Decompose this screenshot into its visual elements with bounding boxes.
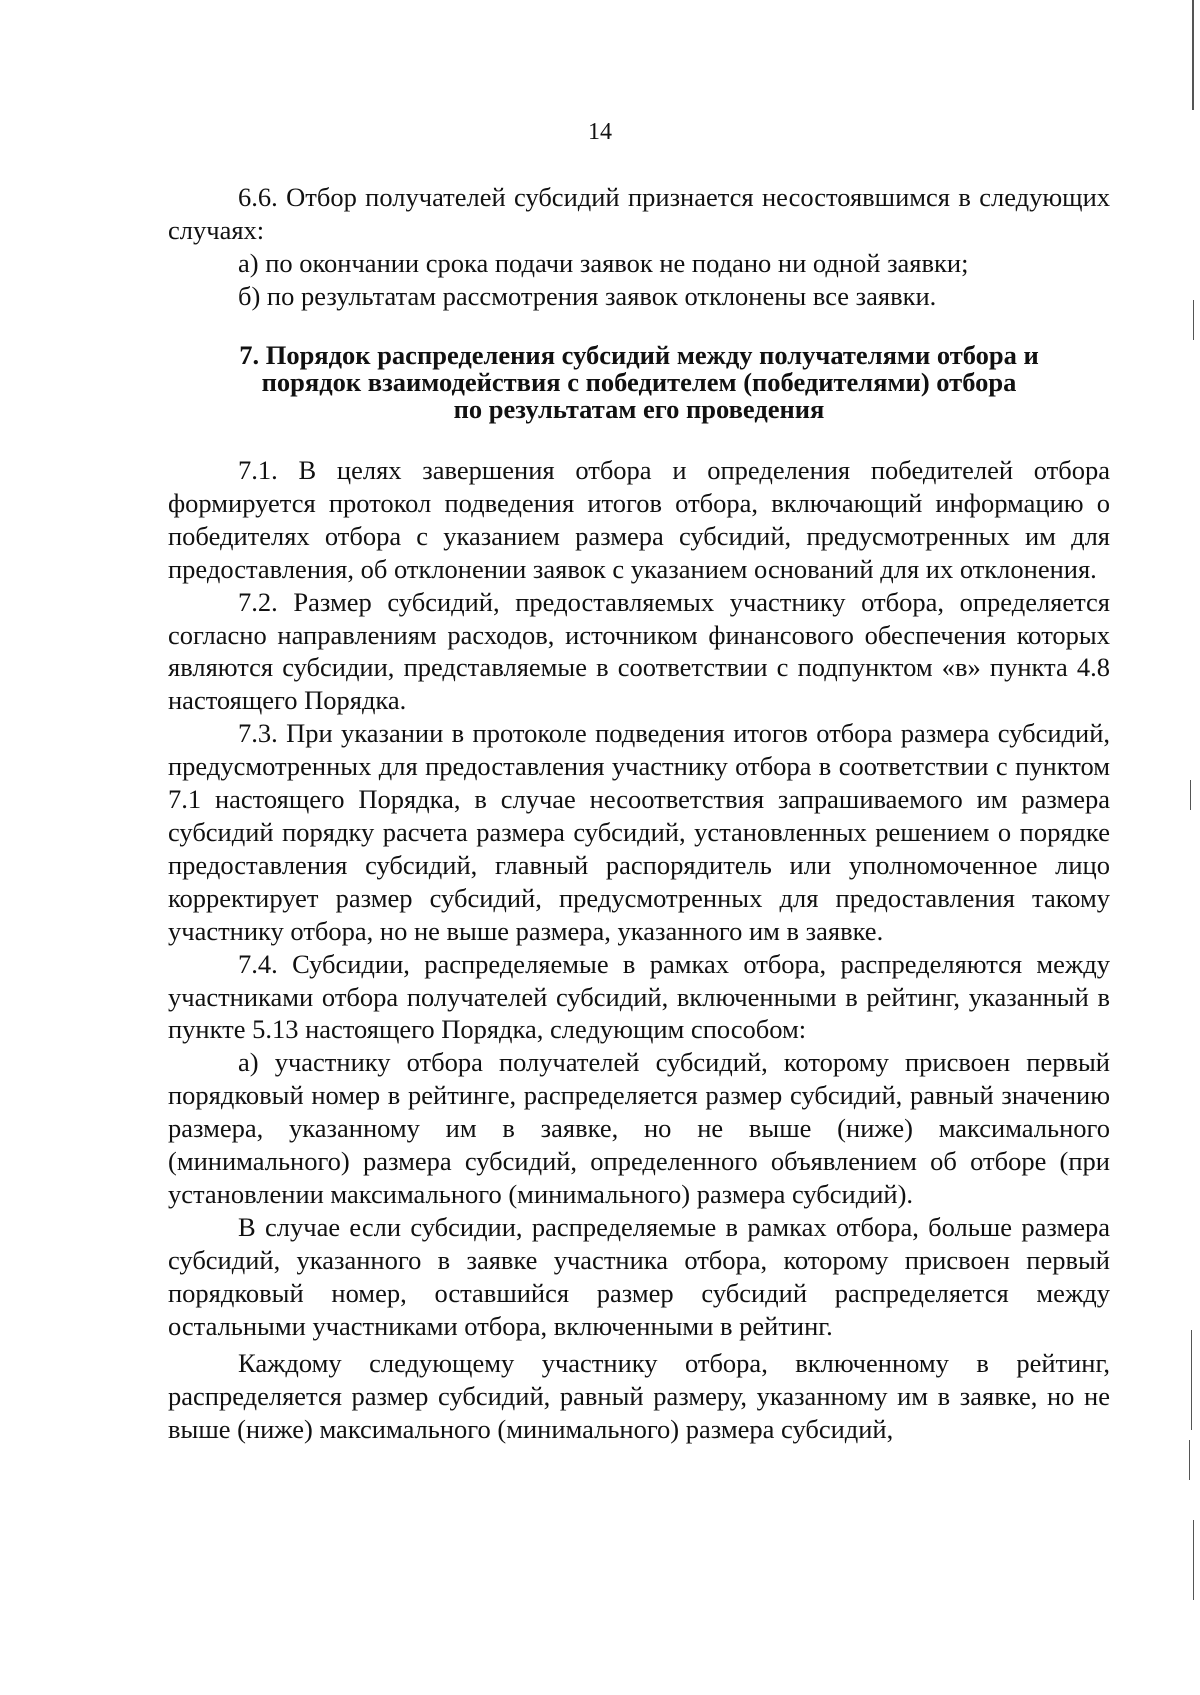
page-number: 14 <box>588 119 612 145</box>
paragraph-7-3: 7.3. При указании в протоколе подведения итогов отбора размера субсидий, предусмотренных для предоставления участнику отбора в соответствии с пунктом 7.1 настоящего Порядка, в случае несоответствия запрашиваемого им размера субсидий порядку расчета размера субсидий, установленных решением о порядке предоставления субсидий, главный распорядитель или уполномоченное лицо корректирует размер субсидий, предусмотренных для предоставления такому участнику отбора, но не выше размера, указанного им в заявке. <box>168 718 1110 946</box>
paragraph-7-2: 7.2. Размер субсидий, предоставляемых участнику отбора, определяется согласно направлениям расходов, источником финансового обеспечения которых являются субсидии, представляемые в соответствии с подпунктом «в» пункта 4.8 настоящего Порядка. <box>168 586 1110 716</box>
scan-edge-mark <box>1191 1330 1192 1430</box>
heading-line-1: 7. Порядок распределения субсидий между получателями отбора и <box>239 340 1039 370</box>
heading-line-3: по результатам его проведения <box>453 394 825 424</box>
section-6-6 <box>168 181 1110 313</box>
paragraph-7-4-a: а) участнику отбора получателей субсидий, которому присвоен первый порядковый номер в рейтинге, распределяется размер субсидий, равный значению размера, указанному им в заявке, но не выше (ниже) максимального (минимального) размера субсидий, определенного объявлением об отборе (при установлении максимального (минимального) размера субсидий). <box>168 1047 1110 1209</box>
heading-line-2: порядок взаимодействия с победителем (победителями) отбора <box>261 367 1017 397</box>
section-7-body <box>168 454 1110 1446</box>
list-item-a: а) по окончании срока подачи заявок не подано ни одной заявки; <box>238 247 969 278</box>
list-item-b: б) по результатам рассмотрения заявок отклонены все заявки. <box>238 280 937 311</box>
scan-edge-mark <box>1189 1440 1190 1480</box>
scan-edge-mark <box>1190 780 1191 810</box>
paragraph-6-6: 6.6. Отбор получателей субсидий признается несостоявшимся в следующих случаях: <box>168 182 1110 245</box>
scan-edge-mark <box>1193 300 1194 340</box>
paragraph-7-4-remainder: В случае если субсидии, распределяемые в рамках отбора, больше размера субсидий, указанного в заявке участника отбора, которому присвоен первый порядковый номер, оставшийся размер субсидий распределяется между остальными участниками отбора, включенными в рейтинг. <box>168 1211 1110 1341</box>
section-7-heading <box>168 342 1110 423</box>
paragraph-7-4: 7.4. Субсидии, распределяемые в рамках отбора, распределяются между участниками отбора получателей субсидий, включенными в рейтинг, указанный в пункте 5.13 настоящего Порядка, следующим способом: <box>168 948 1110 1045</box>
scan-edge-mark <box>1193 1520 1194 1600</box>
paragraph-7-4-each-next: Каждому следующему участнику отбора, включенному в рейтинг, распределяется размер субсидий, равный размеру, указанному им в заявке, но не выше (ниже) максимального (минимального) размера субсидий, <box>168 1348 1110 1445</box>
paragraph-7-1: 7.1. В целях завершения отбора и определения победителей отбора формируется протокол подведения итогов отбора, включающий информацию о победителях отбора с указанием размера субсидий, предусмотренных им для предоставления, об отклонении заявок с указанием оснований для их отклонения. <box>168 455 1110 584</box>
scan-edge-mark <box>1192 0 1194 110</box>
